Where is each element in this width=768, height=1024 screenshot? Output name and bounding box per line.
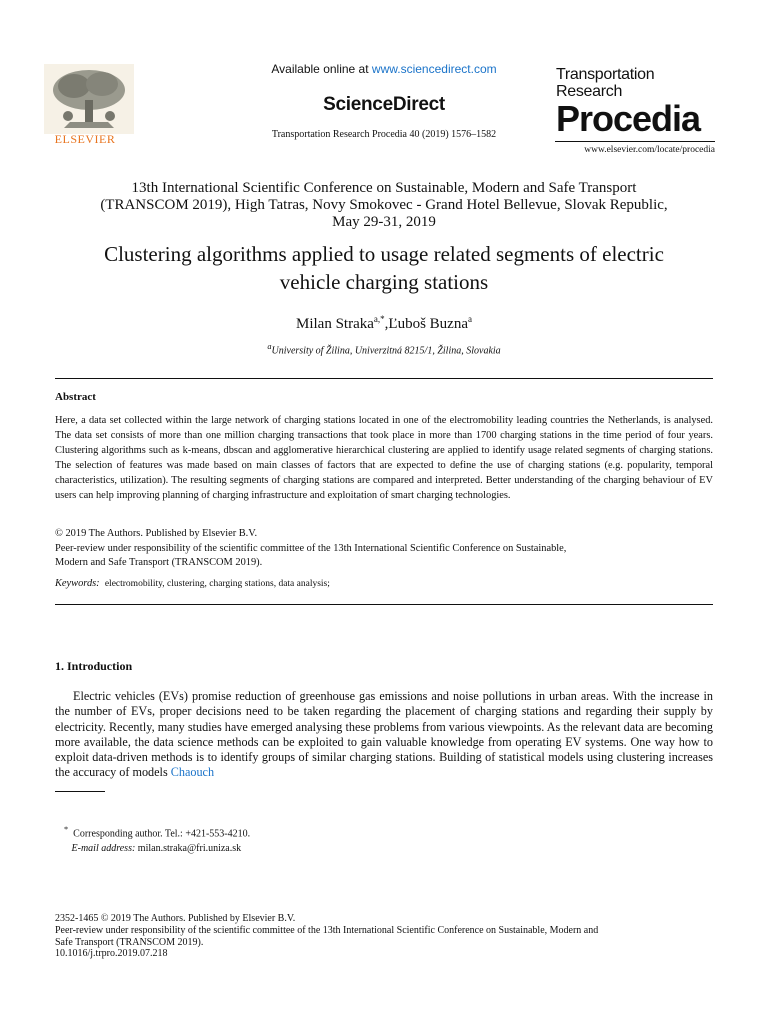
title-line2: vehicle charging stations <box>279 270 489 294</box>
author-2: Ľuboš Buzna <box>388 316 468 332</box>
issn-line: 2352-1465 © 2019 The Authors. Published by Elsevier B.V. <box>55 913 296 924</box>
procedia-logo <box>556 66 716 138</box>
citation-link[interactable]: Chaouch <box>170 765 215 780</box>
abstract-top-rule <box>55 378 713 379</box>
journal-url[interactable]: www.elsevier.com/locate/procedia <box>584 145 715 155</box>
journal-reference: Transportation Research Procedia 40 (2019) 1576–1582 <box>271 129 497 140</box>
conference-line3: May 29-31, 2019 <box>332 214 436 230</box>
author-1: Milan Straka <box>296 316 374 332</box>
introduction-text <box>55 689 713 781</box>
elsevier-wordmark: ELSEVIER <box>54 132 116 146</box>
sciencedirect-wordmark: ScienceDirect <box>323 94 445 115</box>
section-heading-introduction: 1. Introduction <box>55 659 133 673</box>
peer-review-line2: Modern and Safe Transport (TRANSCOM 2019). <box>55 557 263 568</box>
bottom-info <box>55 913 715 960</box>
conference-line1: 13th International Scientific Conference on Sustainable, Modern and Safe Transport <box>131 180 637 196</box>
conference-info <box>40 180 728 231</box>
affiliation-text: University of Žilina, Univerzitná 8215/1, Žilina, Slovakia <box>271 345 501 357</box>
keywords-list: electromobility, clustering, charging stations, data analysis; <box>104 579 330 589</box>
affiliation-marker: a <box>267 342 272 351</box>
abstract-heading: Abstract <box>55 391 96 403</box>
footnote-email-address[interactable]: milan.straka@fri.uniza.sk <box>137 843 242 855</box>
bottom-peer-review-line2: Safe Transport (TRANSCOM 2019). <box>55 936 204 948</box>
author-2-affil: a <box>467 314 472 324</box>
abstract-text: Here, a data set collected within the large network of charging stations located in one of the electromobility leading countries the Netherlands, is analysed. The data set consists of more than one million charging transactions that took place in more than 1700 charging stations in the time period of four years. Clustering algorithms such as k-means, dbscan and agglomerative hierarchical clustering are applied to identify usage related segments of charging stations. The selection of features was made based on main classes of factors that are expected to define the use of charging stations (e.g. popularity, temporal characteristics, utilization). The resulting segments of charging stations are compared and interpreted. Better understanding of the charging behaviour of EV users can help improving planning of charging infrastructure and exploitation of smart charging technologies. <box>55 415 713 502</box>
author-separator: , <box>384 316 389 332</box>
title-line1: Clustering algorithms applied to usage related segments of electric <box>104 242 664 266</box>
footnote-rule <box>55 791 105 792</box>
keywords-label: Keywords: <box>55 578 100 589</box>
footnote <box>64 822 250 856</box>
available-prefix: Available online at <box>271 62 372 76</box>
author-1-affil: a,* <box>373 314 385 324</box>
peer-review-line1: Peer-review under responsibility of the scientific committee of the 13th International Scientific Conference on Sustainable, <box>55 542 567 554</box>
footnote-corresponding-text: Corresponding author. Tel.: +421-553-4210. <box>73 828 251 840</box>
keywords <box>55 578 713 589</box>
procedia-logo-line1: Transportation <box>556 66 655 83</box>
procedia-divider <box>555 141 715 142</box>
sciencedirect-link[interactable]: www.sciencedirect.com <box>371 62 497 76</box>
copyright-line: © 2019 The Authors. Published by Elsevier B.V. <box>55 528 258 539</box>
copyright-block <box>55 527 713 571</box>
procedia-logo-name: Procedia <box>556 98 701 139</box>
bottom-peer-review-line1: Peer-review under responsibility of the scientific committee of the 13th International Scientific Conference on Sustainable, Modern and <box>55 924 599 936</box>
abstract-bottom-rule <box>55 604 713 605</box>
introduction-body: Electric vehicles (EVs) promise reduction of greenhouse gas emissions and noise pollutions in urban areas. With the increase in the number of EVs, proper decisions need to be taken regarding the placement of charging stations and regarding their supply by electricity. Recently, many studies have emerged analysing these problems from various viewpoints. As the relevant data are becoming more available, the data science methods can be exploited to gain valuable knowledge from operating EV systems. One way how to exploit data-driven methods is to identify groups of similar charging stations. Building of statistical models using clustering increases the accuracy of models <box>55 689 713 780</box>
footnote-email-label: E-mail address: <box>71 843 136 855</box>
footnote-marker: * <box>64 825 69 834</box>
conference-line2: (TRANSCOM 2019), High Tatras, Novy Smokovec - Grand Hotel Bellevue, Slovak Republic, <box>100 197 668 213</box>
affiliation <box>0 342 768 356</box>
paper-title <box>40 240 728 296</box>
footnote-corresponding <box>64 822 250 841</box>
procedia-logo-line2: Research <box>556 83 623 100</box>
doi-line[interactable]: 10.1016/j.trpro.2019.07.218 <box>55 948 168 960</box>
authors <box>0 314 768 333</box>
footnote-email <box>64 841 250 856</box>
